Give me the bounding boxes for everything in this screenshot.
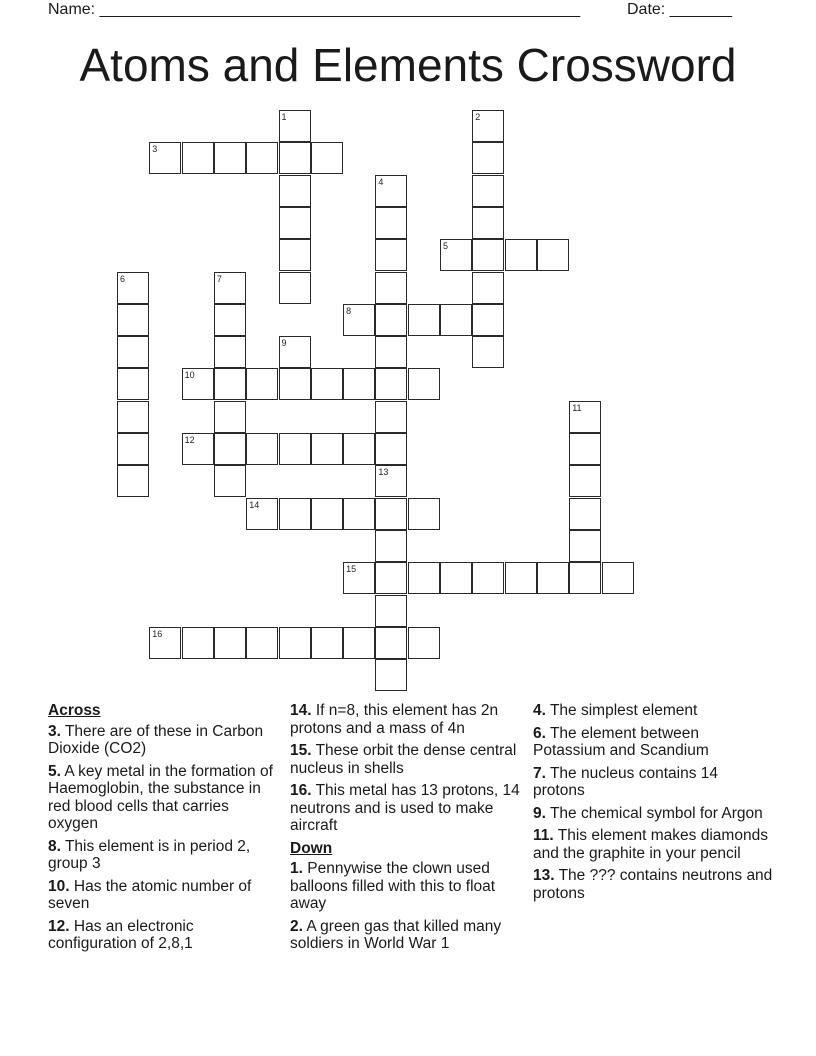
- clues-column-3: [533, 702, 773, 907]
- clue-text: The nucleus contains 14 protons: [533, 764, 718, 799]
- grid-cell[interactable]: [214, 304, 246, 336]
- grid-cell[interactable]: [472, 142, 504, 174]
- clue-number-label: 3.: [48, 722, 61, 740]
- grid-cell[interactable]: [440, 304, 472, 336]
- clue-number-label: 8.: [48, 837, 61, 855]
- grid-cell[interactable]: [569, 433, 601, 465]
- grid-cell[interactable]: [311, 142, 343, 174]
- grid-cell[interactable]: [375, 239, 407, 271]
- grid-cell[interactable]: [537, 239, 569, 271]
- grid-cell[interactable]: [472, 239, 504, 271]
- grid-cell[interactable]: [343, 368, 375, 400]
- grid-cell[interactable]: [472, 304, 504, 336]
- grid-cell[interactable]: [375, 498, 407, 530]
- clue-text: This metal has 13 protons, 14 neutrons and is used to make aircraft: [290, 782, 520, 834]
- down-clue-list-continued: [533, 702, 773, 902]
- grid-cell[interactable]: [472, 336, 504, 368]
- clue-text: The element between Potassium and Scandium: [533, 724, 709, 759]
- clue-number: 7: [216, 273, 222, 284]
- clue-number: 5: [443, 241, 449, 252]
- grid-cell[interactable]: [375, 530, 407, 562]
- clue-number: 10: [184, 370, 195, 381]
- date-field[interactable]: Date: _______: [627, 1, 732, 18]
- grid-cell[interactable]: [569, 465, 601, 497]
- grid-cell[interactable]: [214, 142, 246, 174]
- grid-cell[interactable]: [214, 465, 246, 497]
- grid-cell[interactable]: [246, 433, 278, 465]
- grid-cell[interactable]: [246, 627, 278, 659]
- grid-cell[interactable]: [343, 498, 375, 530]
- clue-text: The simplest element: [549, 702, 698, 719]
- grid-cell[interactable]: [279, 627, 311, 659]
- grid-cell[interactable]: [117, 465, 149, 497]
- grid-cell[interactable]: [408, 368, 440, 400]
- clue-number: 8: [346, 305, 352, 316]
- clue: [290, 742, 525, 777]
- clue-number: 12: [184, 435, 195, 445]
- clue-text: This element is in period 2, group 3: [48, 837, 251, 872]
- grid-cell[interactable]: [375, 659, 407, 691]
- clue-number-label: 10.: [48, 877, 70, 895]
- grid-cell[interactable]: [214, 401, 246, 433]
- clue-number-label: 16.: [290, 782, 312, 799]
- grid-cell[interactable]: [117, 433, 149, 465]
- clue-number: 11: [572, 402, 582, 413]
- down-clue-list: [290, 860, 525, 953]
- clue-number: 3: [152, 144, 158, 155]
- grid-cell[interactable]: [279, 433, 311, 465]
- grid-cell[interactable]: [472, 562, 504, 594]
- grid-cell[interactable]: [279, 498, 311, 530]
- grid-cell[interactable]: [472, 272, 504, 304]
- grid-cell[interactable]: [343, 433, 375, 465]
- clue: [533, 827, 773, 862]
- clue-number-label: 1.: [290, 860, 303, 877]
- grid-cell[interactable]: [375, 627, 407, 659]
- clue-number-label: 15.: [290, 742, 312, 759]
- clue-number-label: 9.: [533, 804, 546, 822]
- grid-cell[interactable]: [408, 498, 440, 530]
- clue-text: Pennywise the clown used balloons filled with this to float away: [290, 860, 496, 912]
- clue-text: Has the atomic number of seven: [48, 877, 252, 912]
- clue-number-label: 2.: [290, 917, 303, 935]
- grid-cell[interactable]: [279, 207, 311, 239]
- grid-cell[interactable]: [214, 433, 246, 465]
- clue: [48, 723, 273, 758]
- clue-number-label: 4.: [533, 702, 546, 719]
- clue-text: This element makes diamonds and the graphite in your pencil: [533, 827, 768, 862]
- clue-number: 13: [378, 467, 389, 478]
- grid-cell[interactable]: [569, 562, 601, 594]
- clue: [290, 860, 525, 913]
- grid-cell[interactable]: [375, 368, 407, 400]
- grid-cell[interactable]: [279, 142, 311, 174]
- clue-text: If n=8, this element has 2n protons and a mass of 4n: [290, 702, 499, 737]
- clue-number-label: 5.: [48, 762, 61, 780]
- grid-cell[interactable]: [472, 207, 504, 239]
- across-clue-list-continued: [290, 702, 525, 835]
- grid-cell[interactable]: [246, 142, 278, 174]
- clue-text: The chemical symbol for Argon: [549, 804, 763, 822]
- clue-text: The ??? contains neutrons and protons: [533, 867, 773, 902]
- clue: [533, 725, 773, 760]
- clue: [48, 838, 273, 873]
- clue: [533, 702, 773, 720]
- grid-cell[interactable]: [569, 530, 601, 562]
- grid-cell[interactable]: [375, 336, 407, 368]
- across-heading: Across: [48, 702, 101, 719]
- clue-number: 15: [346, 564, 357, 575]
- grid-cell[interactable]: [311, 368, 343, 400]
- grid-cell[interactable]: [279, 239, 311, 271]
- grid-cell[interactable]: [117, 368, 149, 400]
- clue-text: These orbit the dense central nucleus in shells: [290, 742, 517, 777]
- grid-cell[interactable]: [311, 627, 343, 659]
- grid-cell[interactable]: [505, 239, 537, 271]
- clue-number-label: 6.: [533, 724, 546, 742]
- grid-cell[interactable]: [375, 433, 407, 465]
- grid-cell[interactable]: [375, 207, 407, 239]
- grid-cell[interactable]: [214, 627, 246, 659]
- clue-number: 6: [120, 273, 126, 284]
- grid-cell[interactable]: [279, 368, 311, 400]
- clue-text: Has an electronic configuration of 2,8,1: [48, 917, 194, 952]
- page-title: Atoms and Elements Crossword: [79, 39, 737, 91]
- clue: [533, 805, 773, 823]
- grid-cell[interactable]: [375, 562, 407, 594]
- grid-cell[interactable]: [182, 627, 214, 659]
- clue: [290, 702, 525, 737]
- clue: [48, 918, 273, 953]
- grid-cell[interactable]: [117, 304, 149, 336]
- grid-cell[interactable]: [246, 368, 278, 400]
- clue-text: A green gas that killed many soldiers in World War 1: [290, 917, 502, 952]
- grid-cell[interactable]: [375, 304, 407, 336]
- clue-number-label: 13.: [533, 867, 555, 884]
- clue: [48, 763, 273, 833]
- grid-cell[interactable]: [375, 401, 407, 433]
- clue: [533, 867, 773, 902]
- clue-number: 4: [378, 176, 384, 187]
- clue-number-label: 12.: [48, 917, 70, 935]
- clue-number-label: 14.: [290, 702, 312, 719]
- grid-cell[interactable]: [375, 595, 407, 627]
- clue-number: 2: [475, 112, 481, 122]
- clue-text: A key metal in the formation of Haemoglobin, the substance in red blood cells that carries oxygen: [48, 762, 273, 832]
- grid-cell[interactable]: [311, 433, 343, 465]
- clue: [290, 918, 525, 953]
- grid-cell[interactable]: [117, 401, 149, 433]
- clue-number-label: 7.: [533, 764, 546, 782]
- grid-cell[interactable]: [279, 175, 311, 207]
- grid-cell[interactable]: [214, 368, 246, 400]
- grid-cell[interactable]: [602, 562, 634, 594]
- clue-number: 1: [281, 112, 287, 122]
- grid-cell[interactable]: [408, 304, 440, 336]
- clues-column-1: [48, 702, 273, 958]
- grid-cell[interactable]: [408, 562, 440, 594]
- grid-cell[interactable]: [375, 272, 407, 304]
- grid-cell[interactable]: [214, 336, 246, 368]
- clue: [290, 782, 525, 835]
- grid-cell[interactable]: [505, 562, 537, 594]
- name-field[interactable]: Name: ______________________________________________________: [48, 1, 581, 18]
- clue: [48, 878, 273, 913]
- grid-cell[interactable]: [472, 175, 504, 207]
- clue-number: 9: [281, 338, 287, 349]
- clues-column-2: [290, 702, 525, 958]
- down-heading: Down: [290, 839, 333, 857]
- clue-text: There are of these in Carbon Dioxide (CO2): [48, 722, 264, 757]
- grid-cell[interactable]: [537, 562, 569, 594]
- clue-number-label: 11.: [533, 827, 554, 844]
- grid-cell[interactable]: [279, 272, 311, 304]
- grid-cell[interactable]: [343, 627, 375, 659]
- grid-cell[interactable]: [182, 142, 214, 174]
- clue-number: 14: [249, 499, 260, 510]
- grid-cell[interactable]: [440, 562, 472, 594]
- grid-cell[interactable]: [408, 627, 440, 659]
- grid-cell[interactable]: [117, 336, 149, 368]
- clue: [533, 765, 773, 800]
- across-clue-list: [48, 723, 273, 953]
- clue-number: 16: [152, 628, 163, 639]
- grid-cell[interactable]: [311, 498, 343, 530]
- grid-cell[interactable]: [569, 498, 601, 530]
